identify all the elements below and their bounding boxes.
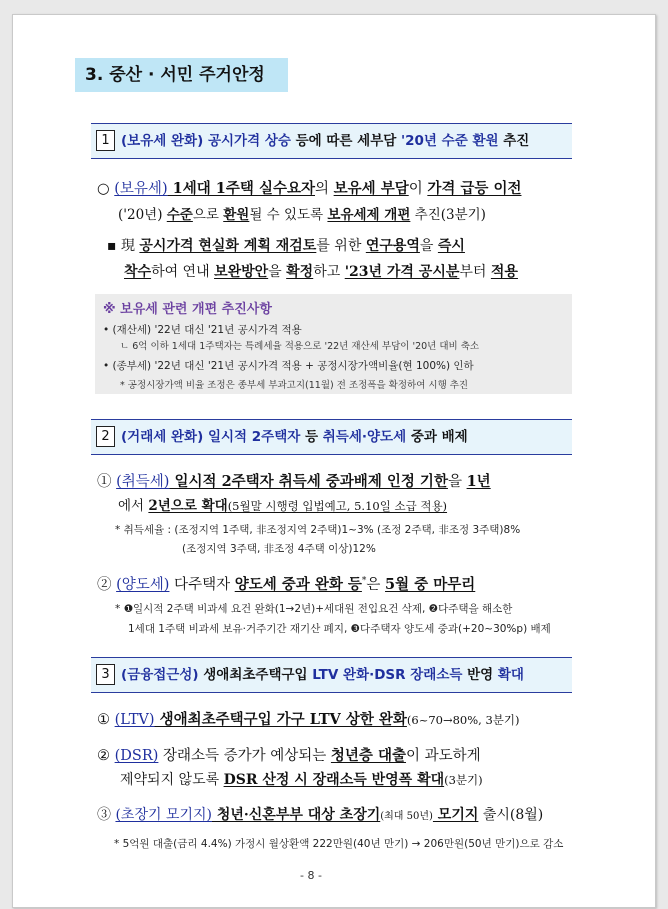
- paragraph-line: ① (LTV) 생애최초주택구입 가구 LTV 상한 완화(6~70→80%, 3분기): [97, 711, 520, 728]
- paragraph-line: ('20년) 수준으로 환원될 수 있도록 보유세제 개편 추진(3분기): [118, 207, 486, 223]
- subsection-header-3: [91, 657, 572, 693]
- footnote-line: 1세대 1주택 비과세 보유·거주기간 재기산 폐지, ❸다주택자 양도세 중과(+20~30%p) 배제: [128, 623, 551, 635]
- paragraph-line: 제약되지 않도록 DSR 산정 시 장래소득 반영폭 확대(3분기): [120, 772, 483, 788]
- paragraph-line: ○ (보유세) 1세대 1주택 실수요자의 보유세 부담이 가격 급등 이전: [97, 180, 522, 197]
- notice-item: • (종부세) '22년 대신 '21년 공시가격 적용 + 공정시장가액비율(현 100%) 인하: [103, 360, 474, 372]
- paragraph-line: ① (취득세) 일시적 2주택자 취득세 중과배제 인정 기한을 1년: [97, 473, 491, 490]
- subsection-number: 2: [96, 426, 115, 447]
- paragraph-line: ▪ 現 공시가격 현실화 계획 재검토를 위한 연구용역을 즉시: [107, 238, 465, 254]
- footnote-line: * 취득세율 : (조정지역 1주택, 非조정지역 2주택)1~3% (조정 2주택, 非조정 3주택)8%: [115, 524, 521, 536]
- subsection-header-1: [91, 123, 572, 159]
- paragraph-line: ③ (초장기 모기지) 청년·신혼부부 대상 초장기(최대 50년) 모기지 출시(8월): [97, 807, 544, 823]
- paragraph-line: 에서 2년으로 확대(5월말 시행령 입법예고, 5.10일 소급 적용): [118, 498, 448, 514]
- paragraph-line: 착수하여 연내 보완방안을 확정하고 '23년 가격 공시분부터 적용: [124, 264, 518, 280]
- paragraph-line: ② (양도세) 다주택자 양도세 중과 완화 등*은 5월 중 마무리: [97, 576, 476, 593]
- section-title: 3. 중산 · 서민 주거안정: [75, 58, 288, 92]
- notice-subitem: ㄴ 6억 이하 1세대 1주택자는 특례세율 적용으로 '22년 재산세 부담이 '20년 대비 축소: [120, 341, 480, 352]
- page-number: - 8 -: [300, 869, 322, 882]
- subsection-heading: (금융접근성) 생애최초주택구입 LTV 완화·DSR 장래소득 반영 확대: [121, 667, 524, 683]
- subsection-heading: (거래세 완화) 일시적 2주택자 등 취득세·양도세 중과 배제: [121, 429, 468, 445]
- subsection-number: 1: [96, 130, 115, 151]
- subsection-heading: (보유세 완화) 공시가격 상승 등에 따른 세부담 '20년 수준 환원 추진: [121, 133, 530, 149]
- footnote-line: * 5억원 대출(금리 4.4%) 가정시 월상환액 222만원(40년 만기) → 206만원(50년 만기)으로 감소: [114, 838, 564, 850]
- notice-subitem: * 공정시장가액 비율 조정은 종부세 부과고지(11월) 전 조정폭을 확정하여 시행 추진: [120, 380, 469, 391]
- paragraph-line: ② (DSR) 장래소득 증가가 예상되는 청년층 대출이 과도하게: [97, 747, 481, 764]
- footnote-line: (조정지역 3주택, 非조정 4주택 이상)12%: [182, 543, 376, 555]
- notice-title: ※ 보유세 관련 개편 추진사항: [103, 302, 272, 317]
- footnote-line: * ❶일시적 2주택 비과세 요건 완화(1→2년)+세대원 전입요건 삭제, ❷다주택을 해소한: [115, 603, 513, 615]
- subsection-header-2: [91, 419, 572, 455]
- subsection-number: 3: [96, 664, 115, 685]
- notice-item: • (재산세) '22년 대신 '21년 공시가격 적용: [103, 324, 302, 336]
